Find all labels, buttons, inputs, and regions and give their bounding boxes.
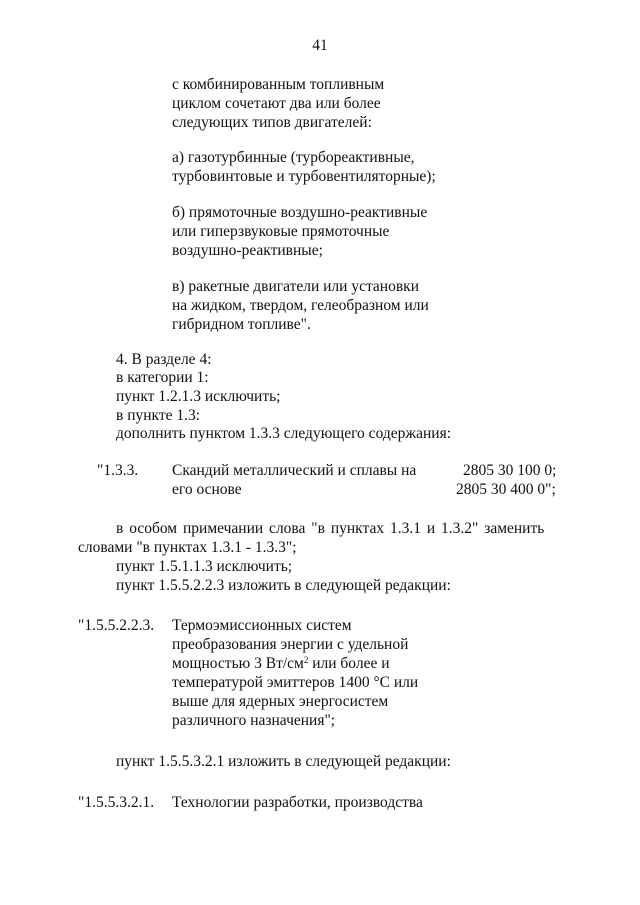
entry-text: Скандий металлический и сплавы на [172, 462, 417, 479]
text-line: турбовинтовые и турбовентиляторные); [172, 168, 436, 185]
text-line: на жидком, твердом, гелеобразном или [172, 297, 429, 314]
text-line: или гиперзвуковые прямоточные [172, 223, 390, 240]
text-line: Термоэмиссионных систем [172, 617, 352, 634]
text-line: словами "в пунктах 1.3.1 - 1.3.3"; [78, 539, 297, 556]
item-a-paragraph [172, 148, 436, 186]
entry-code: 2805 30 100 0; [463, 462, 557, 479]
text-line: дополнить пунктом 1.3.3 следующего содержания: [116, 425, 451, 442]
text-line: а) газотурбинные (турбореактивные, [172, 149, 415, 166]
section4-heading: 4. В разделе 4: [116, 351, 212, 368]
text-fragment: мощностью 3 Вт/см [172, 655, 304, 672]
text-line: циклом сочетают два или более [172, 95, 381, 112]
text-line: выше для ядерных энергосистем [172, 693, 389, 710]
item-b-paragraph [172, 203, 427, 260]
item-c-paragraph [172, 277, 429, 334]
intro-paragraph [172, 75, 384, 132]
text-line: б) прямоточные воздушно-реактивные [172, 204, 428, 221]
entry-text: Технологии разработки, производства [172, 794, 423, 811]
text-line [172, 654, 418, 673]
text-fragment: или более и [308, 655, 390, 672]
entry-code: 2805 30 400 0"; [456, 481, 556, 498]
superscript: 2 [303, 655, 309, 665]
text-line: преобразования энергии с удельной [172, 636, 409, 653]
text-line: с комбинированным топливным [172, 76, 385, 93]
text-line: гибридном топливе". [172, 316, 311, 333]
text-line: температурой эмиттеров 1400 °C или [172, 674, 419, 691]
text-line: в) ракетные двигатели или установки [172, 278, 420, 295]
text-line: пункт 1.5.1.1.3 исключить; [116, 558, 293, 575]
text-line: пункт 1.2.1.3 исключить; [116, 388, 281, 405]
text-line: в категории 1: [116, 369, 209, 386]
entry-text: его основе [172, 481, 242, 498]
page-number: 41 [312, 37, 328, 54]
text-line: воздушно-реактивные; [172, 242, 323, 259]
text-line: пункт 1.5.5.3.2.1 изложить в следующей редакции: [116, 753, 451, 770]
entry-number: "1.5.5.3.2.1. [78, 794, 155, 811]
entry-text-block [172, 616, 418, 730]
entry-number: "1.5.5.2.2.3. [78, 617, 155, 634]
text-line: различного назначения"; [172, 712, 336, 729]
text-line: в особом примечании слова "в пунктах 1.3.1 и 1.3.2" заменить [116, 520, 545, 537]
text-line: пункт 1.5.5.2.2.3 изложить в следующей редакции: [116, 577, 451, 594]
text-line: следующих типов двигателей: [172, 114, 372, 131]
entry-number: "1.3.3. [97, 462, 139, 479]
text-line: в пункте 1.3: [116, 407, 201, 424]
